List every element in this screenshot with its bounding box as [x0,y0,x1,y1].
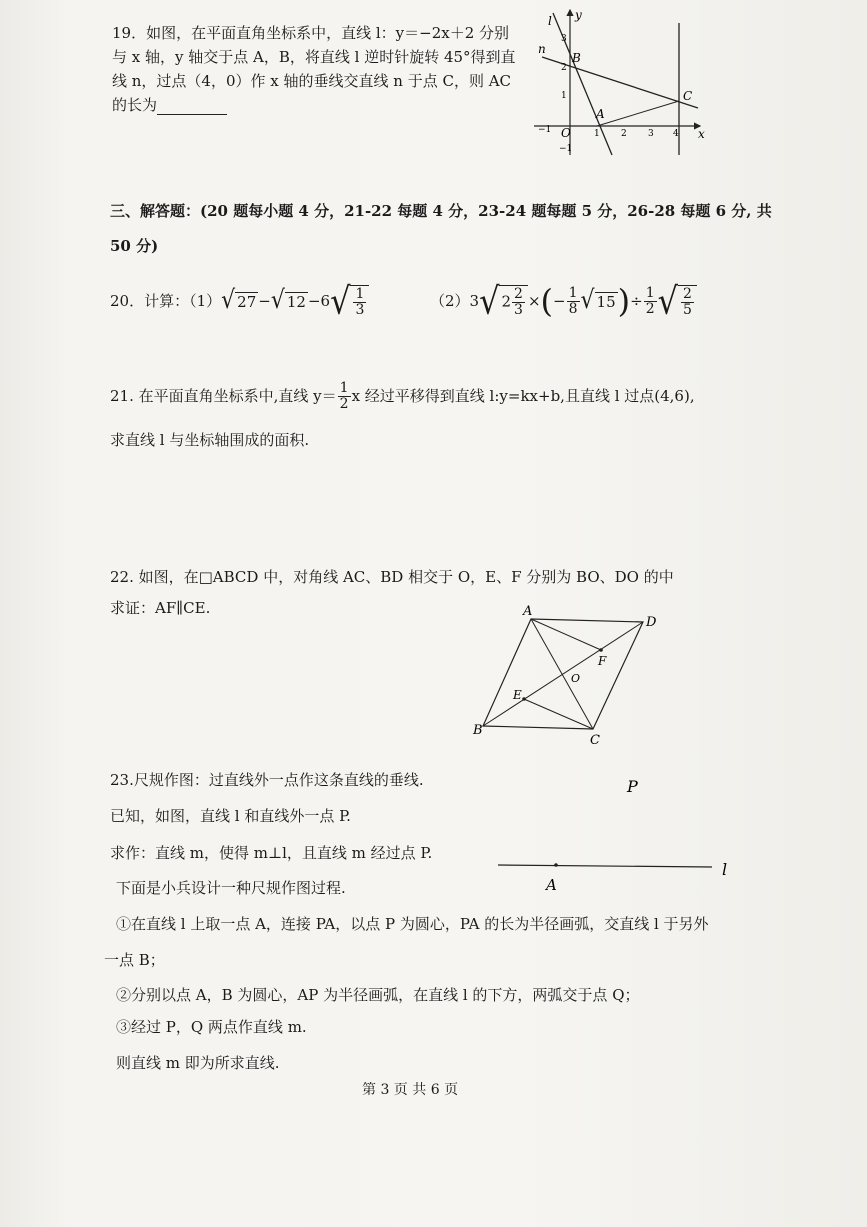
q22-line1: 22. 如图，在□ABCD 中，对角线 AC、BD 相交于 O，E、F 分别为 BO、DO 的中 [110,568,674,586]
label-n: n [538,42,546,56]
label-d: D [646,615,657,630]
q23-line7: ②分别以点 A，B 为圆心，AP 为半径画弧，在直线 l 的下方，两弧交于点 Q； [116,986,640,1004]
q20-part2: （2）3 √ 2 $\frac{2}{3}$ × ( − $\frac{1}{8}$ √ 15 ) ÷ $\frac{1}{2}$ √ $\frac{2}{5}$ [430,286,697,316]
page-footer: 第 3 页 共 6 页 [362,1082,459,1098]
q23-line9: 则直线 m 即为所求直线. [116,1054,280,1072]
label-o: O [571,672,581,685]
tick-x1: 1 [594,129,600,139]
q23-line5: ①在直线 l 上取一点 A，连接 PA，以点 P 为圆心，PA 的长为半径画弧，交直线 l 于另外 [116,915,709,933]
label-a: A [596,107,605,121]
label-e: E [513,688,522,702]
q21-line1: 21. 在平面直角坐标系中,直线 y＝ $\frac{1}{2}$ x 经过平移得到直线 l:y=kx+b,且直线 l 过点(4,6), [110,379,695,412]
label-y: y [575,8,582,22]
label-l: l [548,14,552,28]
label-o: O [561,126,571,140]
tick-y3: 3 [561,34,567,44]
q19-line4: 的长为 [112,95,227,115]
tick-y1: 1 [561,91,567,101]
q19-line3: 线 n，过点（4，0）作 x 轴的垂线交直线 n 于点 C，则 AC [112,72,512,90]
q19-coordinate-graph [528,5,708,160]
q23-line1: 23.尺规作图：过直线外一点作这条直线的垂线. [110,771,424,789]
tick-x3: 3 [648,129,654,139]
label-a: A [546,876,557,894]
label-a: A [523,604,533,619]
q21-line2: 求直线 l 与坐标轴围成的面积. [110,431,310,449]
section3-line2: 50 分) [110,237,159,255]
label-f: F [598,654,607,668]
tick-ym1: −1 [559,144,573,154]
q23-line3: 求作：直线 m，使得 m⊥l，且直线 m 经过点 P. [110,844,433,862]
segment-ac [597,101,679,126]
answer-blank [157,100,227,115]
label-c: C [683,89,693,103]
q22-line2: 求证：AF∥CE. [110,599,211,617]
q19-line2: 与 x 轴，y 轴交于点 A，B，将直线 l 逆时针旋转 45°得到直 [112,48,516,66]
tick-y2: 2 [561,63,567,73]
label-x: x [698,127,705,141]
q20-part1: 20．计算：（1） √ 27 − √ 12 −6 √ $\frac{1}{3}$ [110,286,369,316]
tick-xm1: −1 [538,125,552,135]
q23-line6: 一点 B； [104,951,165,969]
q19-line1: 19．如图，在平面直角坐标系中，直线 l：y＝−2x＋2 分别 [112,24,510,42]
label-b: B [572,51,581,65]
label-c: C [590,733,600,748]
section3-line1: 三、解答题：(20 题每小题 4 分，21-22 每题 4 分，23-24 题每题 5 分，26-28 每题 6 分, 共 [110,202,772,220]
label-l: l [722,860,728,879]
label-b: B [473,723,483,738]
label-p: P [627,777,638,796]
q22-parallelogram-figure [468,602,668,752]
q23-line8: ③经过 P，Q 两点作直线 m. [116,1018,307,1036]
q23-line2: 已知，如图，直线 l 和直线外一点 P. [110,807,351,825]
tick-x4: 4 [673,129,679,139]
q23-line4: 下面是小兵设计一种尺规作图过程. [116,879,346,897]
q23-line-figure [490,770,750,900]
tick-x2: 2 [621,129,627,139]
